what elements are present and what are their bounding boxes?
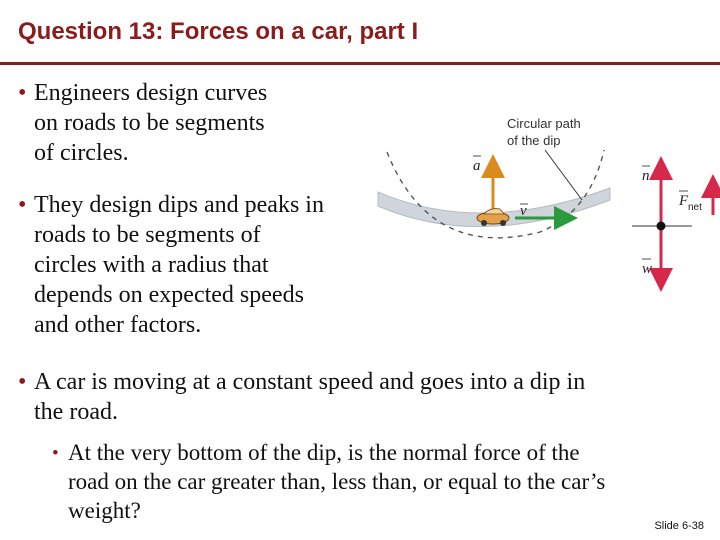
bullet-marker: •: [18, 192, 27, 218]
bullet-marker: •: [52, 443, 59, 464]
label-pointer-line: [545, 150, 582, 200]
path-label-line2: of the dip: [507, 133, 561, 148]
acceleration-label: a: [473, 158, 481, 174]
slide-title: Question 13: Forces on a car, part I: [18, 18, 419, 45]
bullet-text: At the very bottom of the dip, is the normal force of the road on the car greater than, less than, or equal to the car’s weight?: [68, 440, 606, 523]
weight-force-label: w: [642, 261, 653, 277]
bullet-text: A car is moving at a constant speed and goes into a dip in the road.: [34, 369, 586, 425]
net-force-label: F: [679, 193, 689, 209]
normal-force-label: n: [642, 168, 650, 184]
velocity-label: v: [520, 203, 527, 219]
bullet-text: They design dips and peaks in roads to be segments of circles with a radius that depends on expected speeds and other factors.: [34, 192, 324, 338]
car-icon: [477, 209, 509, 226]
bullet-car-moving: [18, 367, 708, 427]
bullet-text: Engineers design curves on roads to be segments of circles.: [34, 80, 268, 166]
path-label-line1: Circular path: [507, 116, 581, 131]
slide-number: Slide 6-38: [654, 520, 704, 532]
net-force-subscript: net: [688, 202, 702, 213]
sub-bullet-question: [52, 438, 702, 525]
bullet-marker: •: [18, 369, 27, 395]
car-particle-dot: [657, 222, 666, 231]
bullet-marker: •: [18, 80, 27, 106]
